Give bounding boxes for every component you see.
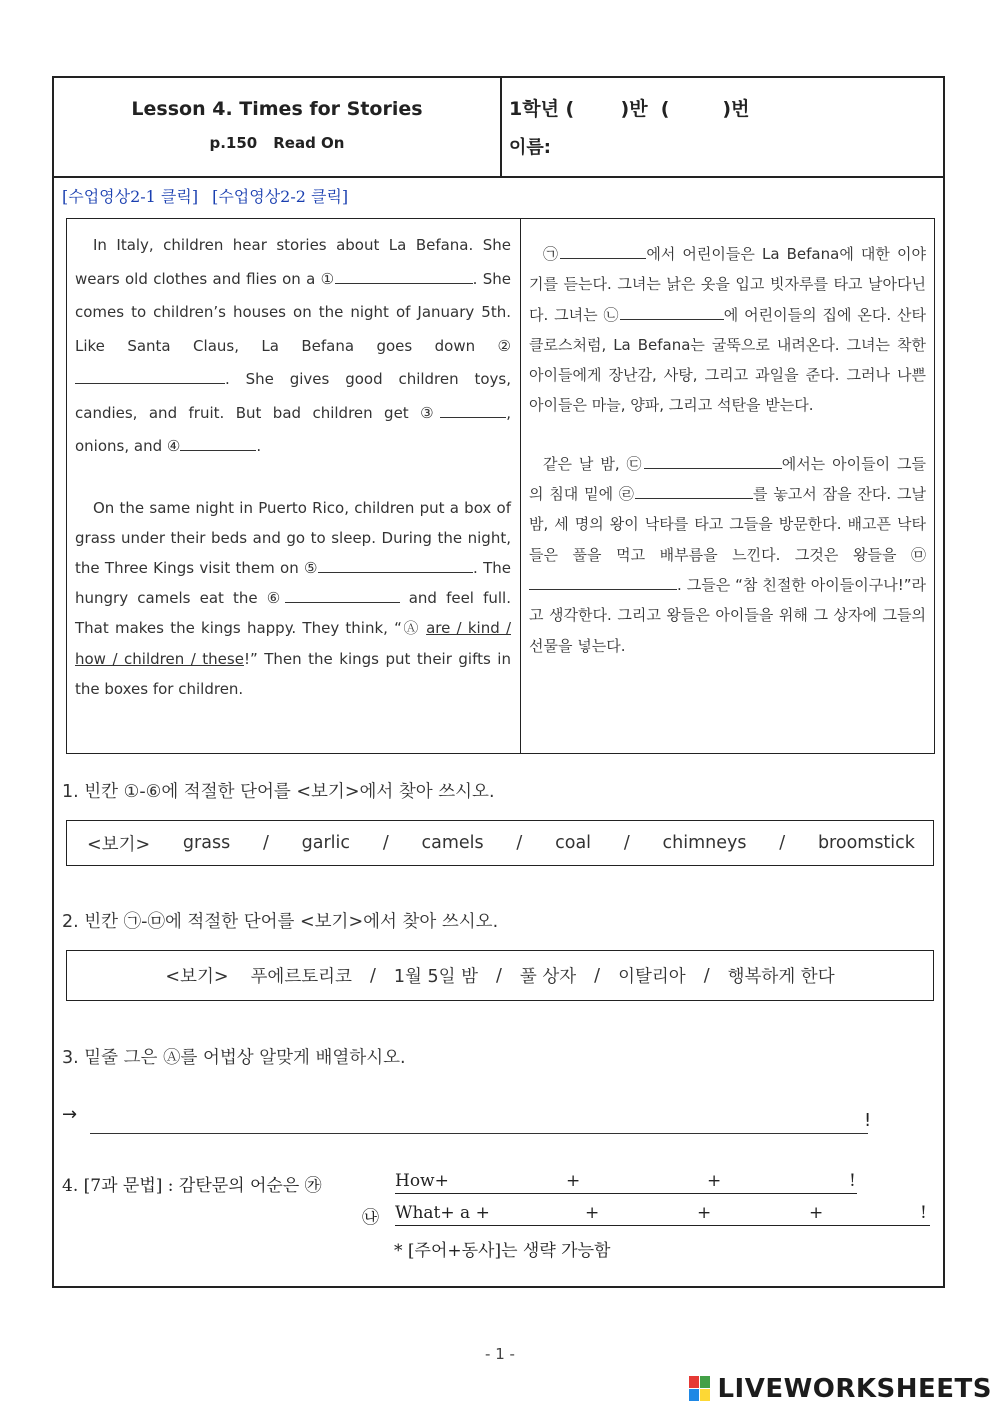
word-option: coal [555,833,592,853]
question-1-prompt: 1. 빈칸 ①-⑥에 적절한 단어를 <보기>에서 찾아 쓰시오. [62,782,495,802]
brand-name: LIVEWORKSHEETS [717,1374,992,1404]
word-option: 행복하게 한다 [727,967,835,987]
english-passage [75,229,511,704]
blank-5[interactable] [318,558,473,573]
separator: / [779,833,786,853]
reading-passage [66,218,935,754]
plus: + [809,1203,824,1223]
text: . [256,437,262,455]
blank-4[interactable] [180,436,256,451]
lesson-subtitle [54,134,500,152]
liveworksheets-brand[interactable] [689,1374,992,1404]
word-option: 풀 상자 [519,967,577,987]
student-info [509,94,749,159]
word-bank-1 [66,820,934,866]
what-marker: ㉯ [362,1208,379,1228]
underlined-phrase-a: are / kind / how / children / these [75,619,511,668]
separator: / [623,833,630,853]
korean-paragraph-2 [529,449,926,661]
plus: + [697,1203,712,1223]
blank-6[interactable] [285,588,400,603]
text: 에 어린이들의 집에 온다. 산타클로스처럼, La Befana는 굴뚝으로 내려온다. 그녀는 착한 아이들에게 장난감, 사탕, 그리고 과일을 준다. 그러나 나쁜 아이들은 마늘, 양파, 그리고 석탄을 받는다. [529,305,926,415]
grammar-note: * [주어+동사]는 생략 가능함 [394,1241,611,1261]
text: In Italy, children hear stories about La Befana. She wears old clothes and flies on a ① [75,236,511,288]
korean-translation [529,239,926,661]
text: . 그들은 “참 친절한 아이들이구나!”라고 생각한다. 그리고 왕들은 아이들을 위해 그 상자에 그들의 선물을 넣는다. [529,575,926,655]
lesson-title: Lesson 4. Times for Stories [131,98,423,120]
blank-da[interactable] [644,454,782,469]
separator: / [594,965,601,986]
text: !” Then the kings put their gifts in the boxes for children. [75,649,511,698]
name-label: 이름: [509,137,551,158]
english-paragraph-1 [75,229,511,464]
blank-1[interactable] [335,269,473,284]
blank-ma[interactable] [529,575,677,590]
question-3-prompt: 3. 밑줄 그은 Ⓐ를 어법상 알맞게 배열하시오. [62,1048,406,1068]
plus: + [566,1171,581,1191]
separator: / [262,833,269,853]
page-number: - 1 - [485,1345,515,1363]
separator: / [369,965,376,986]
separator: / [495,965,502,986]
how-pattern: How+ [395,1171,449,1191]
separator: / [382,833,389,853]
word-option: 1월 5일 밤 [393,967,478,987]
exclamation-mark: ! [849,1171,856,1191]
text: . She comes to children’s houses on the night of January 5th. Like Santa Claus, La Befana goes down ② [75,269,511,355]
video-link-2-1[interactable]: [수업영상2-1 클릭] [62,187,199,206]
blank-ra[interactable] [635,484,753,499]
answer-input-line[interactable] [90,1133,868,1134]
separator: / [516,833,523,853]
question-2-prompt: 2. 빈칸 ㉠-㉤에 적절한 단어를 <보기>에서 찾아 쓰시오. [62,912,499,932]
word-option: broomstick [817,833,915,853]
video-links [62,184,362,207]
column-divider [520,219,521,753]
exclamation-mark: ! [864,1110,872,1131]
how-pattern-line[interactable] [395,1193,857,1194]
section-name: Read On [273,134,345,152]
word-option: 이탈리아 [618,967,686,987]
word-bank-label: <보기> [165,967,229,987]
header [54,78,943,178]
arrow: → [62,1104,78,1125]
plus: + [707,1171,722,1191]
exclamation-mark: ! [920,1203,927,1223]
word-option: camels [421,833,484,853]
separator: / [703,965,710,986]
text: . The hungry camels eat the ⑥ [75,558,511,608]
english-paragraph-2 [75,493,511,704]
class-line: 1학년 ( )반 ( )번 [509,98,750,120]
page-ref: p.150 [209,134,258,152]
text: On the same night in Puerto Rico, children put a box of grass under their beds and go to sleep. During the night, the Three Kings visit them on ⑤ [75,498,511,577]
blank-2[interactable] [75,369,225,384]
word-option: grass [182,833,231,853]
word-option: 푸에르토리코 [250,967,352,987]
text: . She gives good children toys, candies, and fruit. But bad children get ③ [75,370,511,422]
korean-paragraph-1 [529,239,926,421]
text: 에서 어린이들은 La Befana에 대한 이야기를 듣는다. 그녀는 낡은 옷을 입고 빗자루를 타고 날아다닌다. 그녀는 ㉡ [529,245,926,324]
liveworksheets-logo-icon [689,1376,711,1402]
word-option: chimneys [662,833,747,853]
word-option: garlic [301,833,351,853]
text: and feel full. That makes the kings happy. They think, “Ⓐ [75,589,511,638]
word-bank-label: <보기> [87,834,151,855]
worksheet [52,76,945,1288]
what-pattern: What+ a + [395,1203,490,1223]
question-4-prompt: 4. [7과 문법] : 감탄문의 어순은 ㉮ [62,1176,322,1196]
word-bank-2 [66,950,934,1001]
text: , onions, and ④ [75,403,511,455]
blank-ga[interactable] [560,244,646,259]
text: ㉠ [543,245,561,263]
lesson-info [54,78,502,176]
plus: + [585,1203,600,1223]
text: 에서는 아이들이 그들의 침대 밑에 ㉣ [529,454,926,504]
what-pattern-line[interactable] [395,1225,930,1226]
blank-na[interactable] [620,305,724,320]
video-link-2-2[interactable]: [수업영상2-2 클릭] [212,187,349,206]
blank-3[interactable] [440,403,506,418]
text: 같은 날 밤, ㉢ [543,454,644,473]
text: 를 놓고서 잠을 잔다. 그날 밤, 세 명의 왕이 낙타를 타고 그들을 방문한다. 배고픈 낙타들은 풀을 먹고 배부름을 느낀다. 그것은 왕들을 ㉤ [529,485,926,564]
